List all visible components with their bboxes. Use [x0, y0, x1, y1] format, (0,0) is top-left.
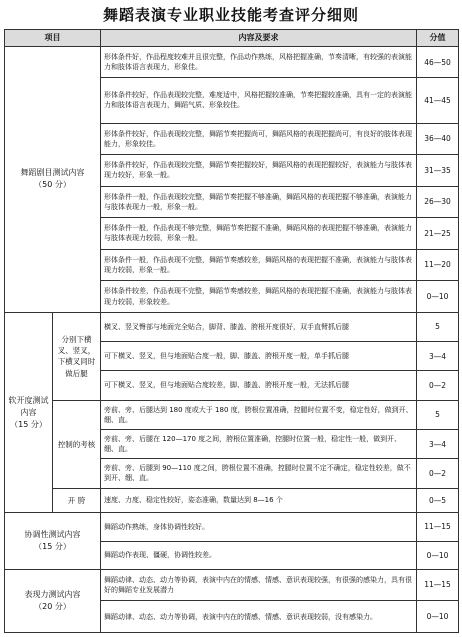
table-row: [5, 312, 459, 341]
score-range: 26—30: [417, 186, 459, 218]
score-range: 0—5: [417, 488, 459, 513]
requirement-text: 形体条件好，作品程度较难并且很完整，作品动作熟练，风格把握准确，节奏清晰，有较强的表演能力和肢体语言表现力，形象佳。: [101, 46, 417, 78]
scoring-table: [4, 29, 459, 633]
requirement-text: 旁前、旁、后腿在 120—170 度之间，胯根位置准确，控腿时位置一般，稳定性一般，做到开、绷、直。: [101, 430, 417, 459]
table-row: [5, 513, 459, 541]
requirement-text: 形体条件较好，作品表现较完整，舞蹈节奏把握尚可，舞蹈风格的表现把握尚可，有良好的肢体表现能力，形象较佳。: [101, 123, 417, 155]
requirement-text: 横叉、竖叉臀部与地面完全贴合，脚背、膝盖、胯根开度很好，双手直臂抓后腿: [101, 312, 417, 341]
score-range: 0—2: [417, 371, 459, 400]
section-name: 协调性测试内容: [24, 530, 81, 540]
requirement-text: 旁前、旁、后腿到 90—110 度之间，胯根位置不准确，控腿时位置不定不确定，稳定性较差，做不到开、绷、直。: [101, 459, 417, 488]
requirement-text: 旁前、旁、后腿达到 180 度或大于 180 度，胯根位置准确，控腿时位置不变，稳定性好，做到开、绷、直。: [101, 400, 417, 429]
requirement-text: 形体条件较好，作品表现较完整，舞蹈节奏把握较好，舞蹈风格的表现把握较好，表演能力与肢体表现力较好，形象一般。: [101, 155, 417, 187]
score-range: 36—40: [417, 123, 459, 155]
score-range: 0—10: [417, 601, 459, 633]
section-dance-repertoire: [5, 46, 101, 312]
requirement-text: 形体条件一般，作品表现不完整，舞蹈节奏感较差，舞蹈风格的表现把握不准确，表演能力与肢体表现力较弱，形象一般。: [101, 249, 417, 281]
score-range: 0—10: [417, 281, 459, 313]
table-row: [5, 400, 459, 429]
requirement-text: 可下横叉、竖叉，但与地面贴合度较差，脚、膝盖、胯根开度一般，无法抓后腿: [101, 371, 417, 400]
table-row: [5, 569, 459, 601]
requirement-text: 舞蹈动律、动态、动力等协调，表演中内在的情感、情感、意识表现较弱，没有感染力。: [101, 601, 417, 633]
section-points: （20 分）: [34, 601, 71, 611]
section-name: 表现力测试内容: [24, 589, 81, 599]
header-content: 内容及要求: [101, 30, 417, 47]
table-row: [5, 488, 459, 513]
section-coordination: [5, 513, 101, 569]
page-title: 舞蹈表演专业职业技能考查评分细则: [102, 6, 359, 24]
requirement-text: 舞蹈动作表现、僵硬，协调性较差。: [101, 541, 417, 569]
subsection-control: 控制的考核: [53, 400, 101, 488]
requirement-text: 可下横叉、竖叉，但与地面贴合度一般，脚、膝盖、胯根开度一般，单手抓后腿: [101, 342, 417, 371]
requirement-text: 速度、力度、稳定性较好，姿态准确，数量达到 8—16 个: [101, 488, 417, 513]
score-range: 11—20: [417, 249, 459, 281]
score-range: 21—25: [417, 218, 459, 250]
score-range: 46—50: [417, 46, 459, 78]
score-range: 5: [417, 312, 459, 341]
header-item: 项目: [5, 30, 101, 47]
requirement-text: 舞蹈动作熟练，身体协调性较好。: [101, 513, 417, 541]
score-range: 5: [417, 400, 459, 429]
requirement-text: 形体条件较差，作品表现不完整，舞蹈节奏感较差，舞蹈风格的表现把握不准确，表演能力与肢体表现力较弱，形象较差。: [101, 281, 417, 313]
requirement-text: 形体条件一般，作品表现较完整，舞蹈节奏把握不够准确，舞蹈风格的表现把握不够准确，表演能力与肢体表现力一般，形象一般。: [101, 186, 417, 218]
requirement-text: 形体条件一般，作品表现不够完整，舞蹈节奏把握不准确，舞蹈风格的表现把握不够准确，表演能力与肢体表现力较弱，形象一般。: [101, 218, 417, 250]
score-range: 0—10: [417, 541, 459, 569]
section-name: 软开度测试内容: [8, 395, 49, 417]
section-points: （15 分）: [34, 542, 71, 552]
score-range: 11—15: [417, 569, 459, 601]
table-header: [5, 30, 459, 47]
subsection-splits: 分别下横叉、竖叉，下横叉同时做后腿: [53, 312, 101, 400]
score-range: 3—4: [417, 430, 459, 459]
section-points: （50 分）: [34, 180, 71, 190]
requirement-text: 舞蹈动律、动态、动力等协调，表演中内在的情感、情感、意识表现较强，有很强的感染力，具有很好的舞蹈专业发展潜力: [101, 569, 417, 601]
section-flexibility: [5, 312, 53, 513]
section-points: （15 分）: [10, 419, 47, 429]
score-range: 31—35: [417, 155, 459, 187]
score-range: 3—4: [417, 342, 459, 371]
score-range: 11—15: [417, 513, 459, 541]
score-range: 41—45: [417, 78, 459, 123]
table-row: [5, 46, 459, 78]
section-name: 舞蹈剧目测试内容: [20, 168, 85, 178]
requirement-text: 形体条件较好，作品表现较完整，难度适中，风格把握较准确，节奏把握较准确，具有一定的表演能力和肢体语言表现力，舞蹈气质、形象较佳。: [101, 78, 417, 123]
subsection-hip-opening: 开 胯: [53, 488, 101, 513]
section-expressiveness: [5, 569, 101, 632]
score-range: 0—2: [417, 459, 459, 488]
header-score: 分值: [417, 30, 459, 47]
